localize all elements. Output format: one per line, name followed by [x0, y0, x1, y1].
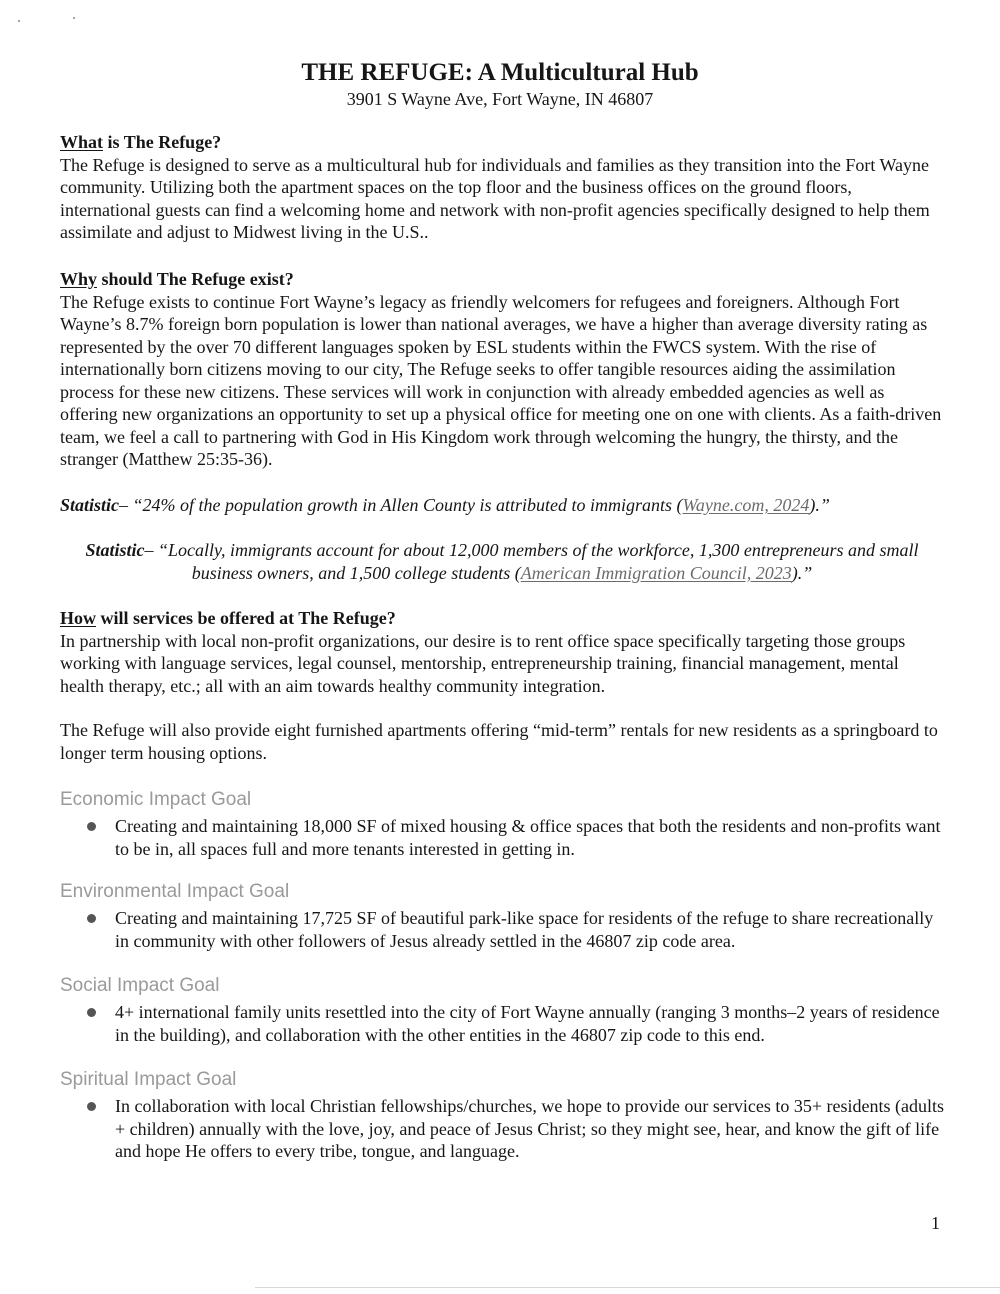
goal-text: 4+ international family units resettled into the city of Fort Wayne annually (ranging 3 months–2 years of residence in the building), and collaboration with the other entities in the 46807 zip code to this end. [115, 1002, 940, 1045]
goal-list [60, 1001, 945, 1046]
how-body: In partnership with local non-profit organizations, our desire is to rent office space specifically targeting those groups working with language services, legal counsel, mentorship, entrepreneurship training, financial management, mental health therapy, etc.; all with an aim towards healthy community integration. [60, 630, 906, 696]
why-section [60, 268, 945, 471]
scan-edge-line [255, 1287, 1000, 1288]
spiritual-goal [60, 1069, 945, 1163]
goal-text: Creating and maintaining 18,000 SF of mixed housing & office spaces that both the residents and non-profits want to be in, all spaces full and more tenants interested in getting in. [115, 816, 941, 859]
how-heading-keyword: How [60, 608, 96, 628]
why-heading-rest: should The Refuge exist? [97, 269, 294, 289]
how-body-apartments: The Refuge will also provide eight furnished apartments offering “mid-term” rentals for new residents as a springboard to longer term housing options. [60, 720, 938, 763]
statistic-text [60, 494, 945, 517]
what-body: The Refuge is designed to serve as a multicultural hub for individuals and families as they transition into the Fort Wayne community. Utilizing both the apartment spaces on the top floor and the business offices on the ground floors, international guests can find a welcoming home and network with non-profit agencies specifically designed to help them assimilate and adjust to Midwest living in the U.S.. [60, 154, 930, 242]
page-number: 1 [931, 1213, 940, 1233]
statistic-end: ).” [809, 495, 830, 515]
how-section [60, 607, 945, 764]
scan-speck [18, 20, 20, 22]
statistic-source-link[interactable]: American Immigration Council, 2023 [520, 562, 792, 583]
goal-text: In collaboration with local Christian fellowships/churches, we hope to provide our services to 35+ residents (adults + children) annually with the love, joy, and peace of Jesus Christ; so they might see, hear, and know the gift of life and hope He offers to every tribe, tongue, and language. [115, 1096, 944, 1161]
why-heading [60, 268, 945, 291]
statistic-source-link[interactable]: Wayne.com, 2024 [682, 495, 810, 515]
bullet-icon [87, 914, 96, 923]
statistic-quote: – “Locally, immigrants account for about 12,000 members of the workforce, 1,300 entrepreneurs and small business owners, and 1,500 college students ( [144, 540, 919, 583]
statistic-end: ).” [791, 562, 813, 583]
goal-list [60, 815, 945, 860]
what-heading-keyword: What [60, 132, 104, 152]
statistic-1 [60, 494, 945, 517]
goal-list [60, 907, 945, 952]
how-heading-rest: will services be offered at The Refuge? [96, 608, 396, 628]
statistic-text [62, 539, 942, 584]
list-item [60, 907, 945, 952]
economic-goal [60, 789, 945, 860]
statistic-quote: – “24% of the population growth in Allen County is attributed to immigrants ( [119, 495, 683, 515]
bullet-icon [87, 822, 96, 831]
document-title: THE REFUGE: A Multicultural Hub [301, 59, 699, 86]
bullet-icon [87, 1008, 96, 1017]
scan-speck [73, 17, 75, 19]
goal-list [60, 1095, 945, 1163]
goal-title: Spiritual Impact Goal [60, 1069, 237, 1090]
goal-title: Social Impact Goal [60, 975, 220, 996]
why-body: The Refuge exists to continue Fort Wayne’s legacy as friendly welcomers for refugees and foreigners. Although Fort Wayne’s 8.7% foreign born population is lower than national averages, we have a higher than average diversity rating as represented by the over 70 different languages spoken by ESL students within the FWCS system. With the rise of internationally born citizens moving to our city, The Refuge seeks to offer tangible resources aiding the assimilation process for these new citizens. These services will work in conjunction with already embedded agencies as well as offering new organizations an opportunity to set up a physical office for meeting one on one with clients. As a faith-driven team, we feel a call to partnering with God in His Kingdom work through welcoming the hungry, the thirsty, and the stranger (Matthew 25:35-36). [60, 291, 942, 469]
what-section [60, 131, 945, 244]
social-goal [60, 975, 945, 1046]
environmental-goal [60, 881, 945, 952]
document-header [60, 58, 940, 110]
document-address: 3901 S Wayne Ave, Fort Wayne, IN 46807 [346, 89, 654, 109]
statistic-label: Statistic [85, 540, 145, 560]
statistic-label: Statistic [60, 495, 120, 515]
statistic-2 [62, 539, 942, 584]
what-heading-rest: is The Refuge? [103, 132, 222, 152]
goal-title: Economic Impact Goal [60, 789, 252, 810]
why-heading-keyword: Why [60, 269, 98, 289]
what-heading [60, 131, 945, 154]
list-item [60, 1001, 945, 1046]
goal-text: Creating and maintaining 17,725 SF of beautiful park-like space for residents of the refuge to share recreationally in community with other followers of Jesus already settled in the 46807 zip code area. [115, 908, 934, 951]
goal-title: Environmental Impact Goal [60, 881, 290, 902]
list-item [60, 1095, 945, 1163]
list-item [60, 815, 945, 860]
bullet-icon [87, 1102, 96, 1111]
how-heading [60, 607, 945, 630]
